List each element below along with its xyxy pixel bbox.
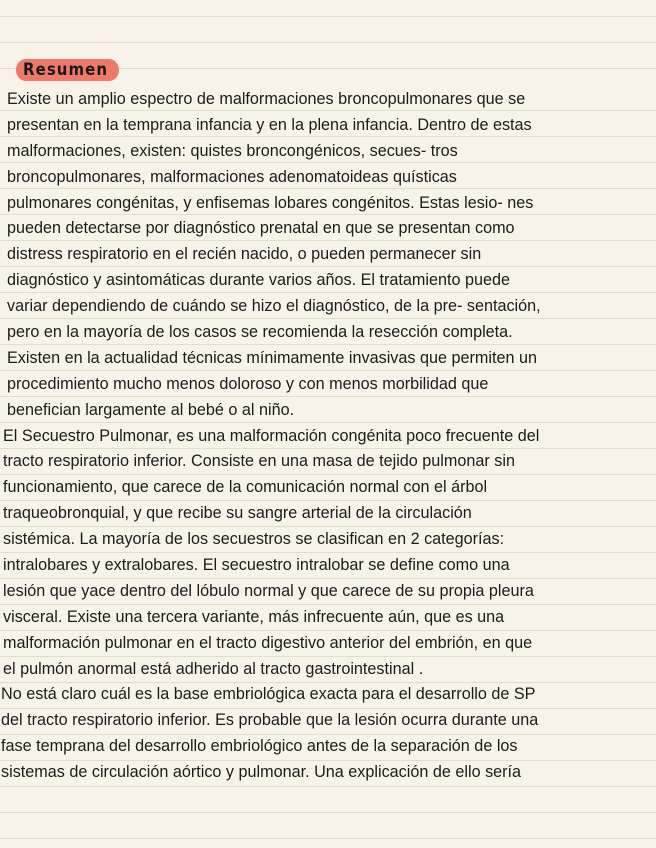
text-line: fase temprana del desarrollo embriológico antes de la separación de los xyxy=(1,737,518,756)
text-line: broncopulmonares, malformaciones adenomatoideas quísticas xyxy=(7,167,457,186)
text-line: sistemas de circulación aórtico y pulmonar. Una explicación de ello sería xyxy=(1,763,522,782)
paragraph-3 xyxy=(0,682,656,786)
text-line: malformación pulmonar en el tracto digestivo anterior del embrión, en que xyxy=(3,633,533,652)
text-line: El Secuestro Pulmonar, es una malformación congénita poco frecuente del xyxy=(3,426,540,445)
text-line: pero en la mayoría de los casos se recomienda la resección completa. xyxy=(7,323,513,342)
paragraph-2 xyxy=(0,424,656,683)
text-line: pueden detectarse por diagnóstico prenatal en que se presentan como xyxy=(7,219,515,238)
text-line: el pulmón anormal está adherido al tracto gastrointestinal . xyxy=(3,659,424,678)
text-line: diagnóstico y asintomáticas durante varios años. El tratamiento puede xyxy=(7,271,510,290)
text-line: intralobares y extralobares. El secuestro intralobar se define como una xyxy=(3,556,510,575)
text-line: traqueobronquial, y que recibe su sangre arterial de la circulación xyxy=(3,504,472,523)
text-line: malformaciones, existen: quistes broncongénicos, secues- tros xyxy=(7,141,458,160)
section-heading: Resumen xyxy=(16,59,119,81)
text-line: presentan en la temprana infancia y en la plena infancia. Dentro de estas xyxy=(7,115,532,134)
text-line: lesión que yace dentro del lóbulo normal y que carece de su propia pleura xyxy=(3,581,534,600)
text-line: visceral. Existe una tercera variante, más infrecuente aún, que es una xyxy=(3,607,505,626)
text-line: variar dependiendo de cuándo se hizo el diagnóstico, de la pre- sentación, xyxy=(7,297,541,316)
text-line: Existen en la actualidad técnicas mínimamente invasivas que permiten un xyxy=(7,348,537,367)
text-line: pulmonares congénitas, y enfisemas lobares congénitos. Estas lesio- nes xyxy=(7,193,534,212)
text-line: distress respiratorio en el recién nacido, o pueden permanecer sin xyxy=(7,245,482,264)
body-text xyxy=(0,87,656,786)
text-line: procedimiento mucho menos doloroso y con menos morbilidad que xyxy=(7,374,489,393)
text-line: Existe un amplio espectro de malformaciones broncopulmonares que se xyxy=(7,90,526,108)
text-line: benefician largamente al bebé o al niño. xyxy=(7,400,295,419)
text-line: No está claro cuál es la base embriológica exacta para el desarrollo de SP xyxy=(1,685,536,704)
text-line: del tracto respiratorio inferior. Es probable que la lesión ocurra durante una xyxy=(1,711,539,730)
text-line: tracto respiratorio inferior. Consiste en una masa de tejido pulmonar sin xyxy=(3,452,515,471)
section-heading-container xyxy=(16,59,133,81)
paragraph-1 xyxy=(0,87,656,424)
text-line: funcionamiento, que carece de la comunicación normal con el árbol xyxy=(3,478,488,497)
text-line: sistémica. La mayoría de los secuestros se clasifican en 2 categorías: xyxy=(3,530,505,549)
